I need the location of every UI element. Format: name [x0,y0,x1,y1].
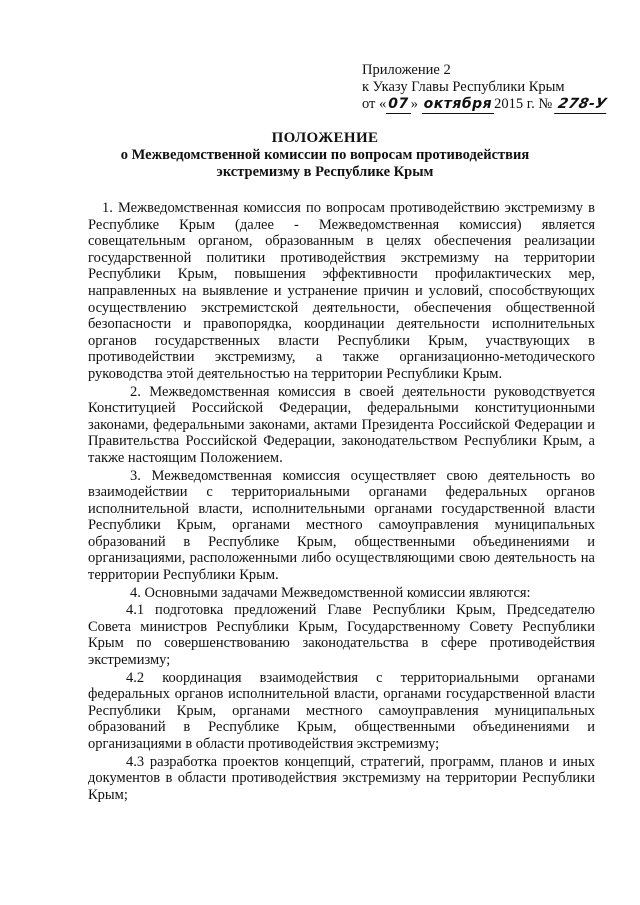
year-number-label: 2015 г. № [494,96,553,112]
appendix-date-line [362,96,608,114]
handwritten-decree-number: 278-У [554,96,610,114]
date-prefix: от « [362,96,387,112]
document-body [88,200,595,804]
date-quote-close: » [410,96,419,112]
appendix-number: Приложение 2 [362,62,451,78]
paragraph-4: 4. Основными задачами Межведомственной комиссии являются: [130,584,531,601]
paragraph-1: 1. Межведомственная комиссия по вопросам противодействию экстремизму в Республике Крым (далее - Межведомственная комиссия) является совещательным органом, образованным в целях обеспечения реализации государственной политики противодействия экстремизму на территории Республики Крым, повышения эффективности профилактических мер, направленных на выявление и устранение причин и условий, способствующих осуществлению экстремистской деятельности, обеспечения общественной безопасности и правопорядка, координации деятельности исполнительных органов государственных власти Республики Крым, участвующих в противодействии экстремизму, а также организационно-методического руководства этой деятельностью на территории Республики Крым. [88,200,595,382]
paragraph-4-1: 4.1 подготовка предложений Главе Республики Крым, Председателю Совета министров Республики Крым, Государственному Совету Республики Крым по совершенствованию законодательства в сфере противодействия экстремизму; [88,602,595,669]
paragraph-4-2: 4.2 координация взаимодействия с территориальными органами федеральных органов исполнительной власти, органами государственной власти Республики Крым, органами местного самоуправления муниципальных образований в Республике Крым, общественными объединениями и организациями в области противодействия экстремизму; [88,669,595,752]
document-title [60,130,590,181]
title-heading: ПОЛОЖЕНИЕ [271,130,379,146]
appendix-reference [362,62,608,114]
paragraph-3: 3. Межведомственная комиссия осуществляет свою деятельность во взаимодействии с территориальными органами федеральных органов исполнительной власти, исполнительными органами государственной власти Республики Крым, органами местного самоуправления муниципальных образований в Республике Крым, общественными объединениями и организациями, расположенными либо осуществляющими свою деятельность на территории Республики Крым. [88,467,595,584]
handwritten-month: октября [423,96,493,112]
title-subtitle-line2: экстремизму в Республике Крым [216,164,434,180]
paragraph-2: 2. Межведомственная комиссия в своей деятельности руководствуется Конституцией Российской Федерации, федеральными конституционными законами, федеральными законами, актами Президента Российской Федерации и Правительства Российской Федерации, законодательством Республики Крым, а также настоящим Положением. [88,383,595,466]
paragraph-4-3: 4.3 разработка проектов концепций, стратегий, программ, планов и иных документов в области противодействия экстремизму на территории Республики Крым; [88,753,595,803]
appendix-decree-ref: к Указу Главы Республики Крым [362,79,565,95]
title-subtitle-line1: о Межведомственной комиссии по вопросам противодействия [120,147,530,163]
handwritten-day: 07 [388,96,409,112]
